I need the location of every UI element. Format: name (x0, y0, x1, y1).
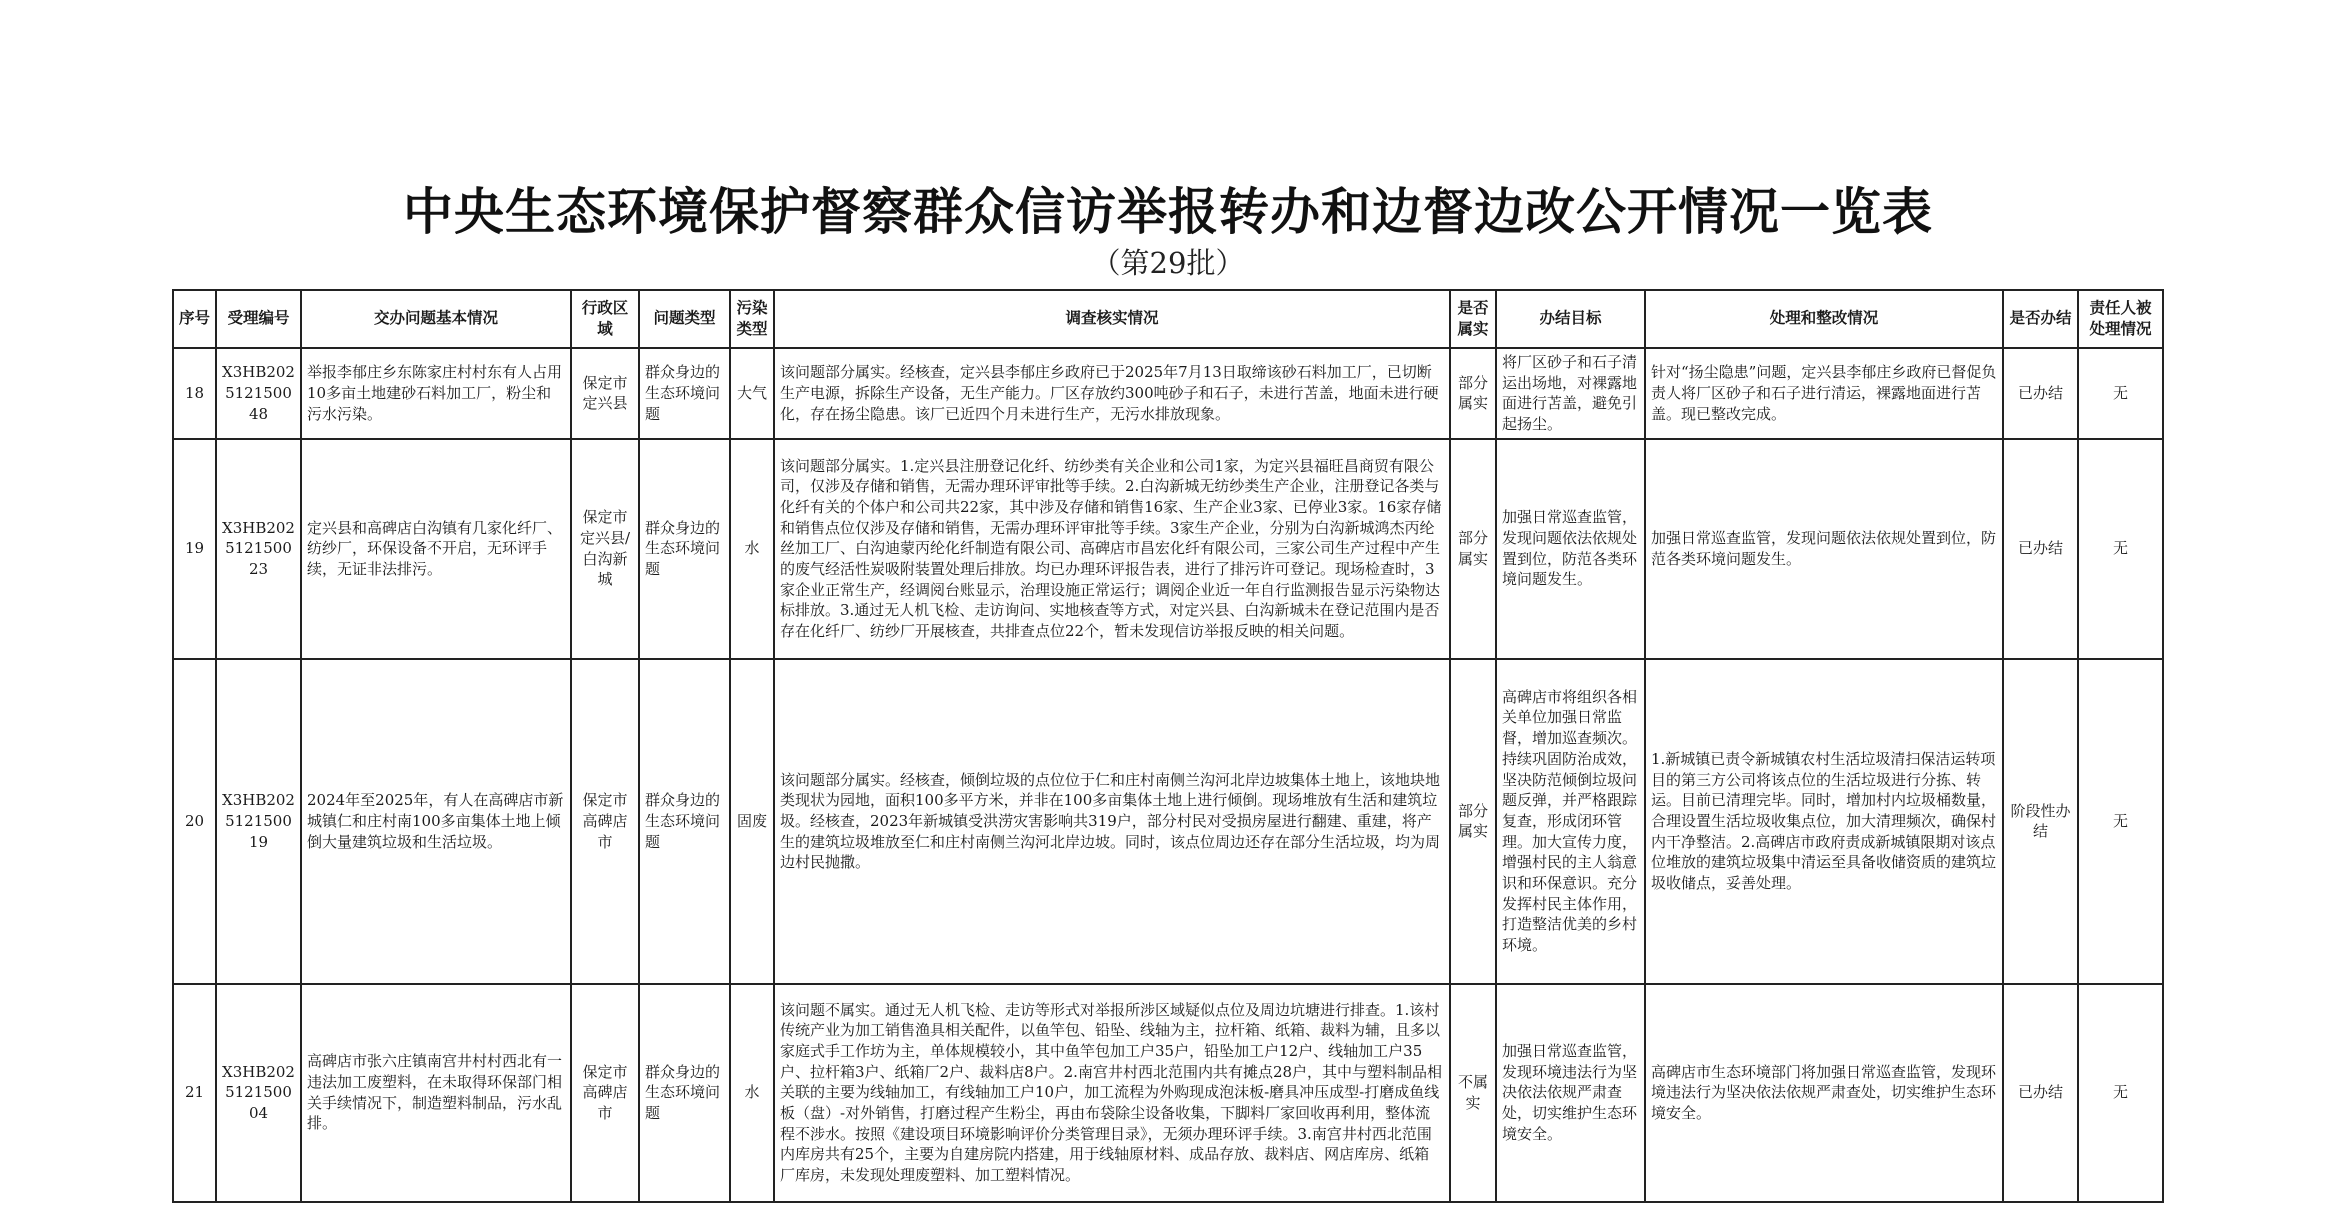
cell-verified: 不属实 (1450, 984, 1496, 1202)
cell-goal: 高碑店市将组织各相关单位加强日常监督，增加巡查频次。持续巩固防治成效，坚决防范倾倒垃圾问题反弹，并严格跟踪复查，形成闭环管理。加大宣传力度，增强村民的主人翁意识和环保意识。充分发挥村民主体作用，打造整洁优美的乡村环境。 (1496, 659, 1645, 984)
cell-region: 保定市高碑店市 (571, 984, 639, 1202)
header-accountability: 责任人被处理情况 (2078, 290, 2163, 348)
cell-type: 群众身边的生态环境问题 (639, 659, 730, 984)
cell-seq: 19 (173, 439, 216, 659)
cell-investigation: 该问题部分属实。经核查，倾倒垃圾的点位位于仁和庄村南侧兰沟河北岸边坡集体土地上，该地块地类现状为园地，面积100多平方米，并非在100多亩集体土地上进行倾倒。现场堆放有生活和建筑垃圾。经核查，2023年新城镇受洪涝灾害影响共319户，部分村民对受损房屋进行翻建、重建，将产生的建筑垃圾堆放至仁和庄村南侧兰沟河北岸边坡。同时，该点位周边还存在部分生活垃圾，均为周边村民抛撒。 (774, 659, 1450, 984)
cell-closed: 已办结 (2003, 984, 2078, 1202)
cell-goal: 加强日常巡查监管，发现问题依法依规处置到位，防范各类环境问题发生。 (1496, 439, 1645, 659)
cell-issue: 高碑店市张六庄镇南宫井村村西北有一违法加工废塑料，在未取得环保部门相关手续情况下，制造塑料制品，污水乱排。 (301, 984, 571, 1202)
cell-investigation: 该问题部分属实。经核查，定兴县李郁庄乡政府已于2025年7月13日取缔该砂石料加工厂，已切断生产电源，拆除生产设备，无生产能力。厂区存放约300吨砂子和石子，未进行苫盖，地面未进行硬化，存在扬尘隐患。该厂已近四个月未进行生产，无污水排放现象。 (774, 348, 1450, 439)
cell-pollution: 水 (730, 984, 774, 1202)
cell-region: 保定市高碑店市 (571, 659, 639, 984)
table-row (173, 439, 2163, 659)
report-table (172, 289, 2164, 1203)
cell-closed: 已办结 (2003, 439, 2078, 659)
cell-goal: 加强日常巡查监管，发现环境违法行为坚决依法依规严肃查处，切实维护生态环境安全。 (1496, 984, 1645, 1202)
cell-handling: 1.新城镇已责令新城镇农村生活垃圾清扫保洁运转项目的第三方公司将该点位的生活垃圾进行分拣、转运。目前已清理完毕。同时，增加村内垃圾桶数量，合理设置生活垃圾收集点位，加大清理频次，确保村内干净整洁。2.高碑店市政府责成新城镇限期对该点位堆放的建筑垃圾集中清运至具备收储资质的建筑垃圾收储点，妥善处理。 (1645, 659, 2003, 984)
cell-accountability: 无 (2078, 984, 2163, 1202)
cell-pollution: 水 (730, 439, 774, 659)
cell-type: 群众身边的生态环境问题 (639, 348, 730, 439)
table-row (173, 659, 2163, 984)
cell-type: 群众身边的生态环境问题 (639, 439, 730, 659)
cell-seq: 18 (173, 348, 216, 439)
header-verified: 是否属实 (1450, 290, 1496, 348)
header-pollution: 污染类型 (730, 290, 774, 348)
cell-code: X3HB202512150004 (216, 984, 301, 1202)
header-investigation: 调查核实情况 (774, 290, 1450, 348)
cell-verified: 部分属实 (1450, 348, 1496, 439)
cell-issue: 举报李郁庄乡东陈家庄村村东有人占用10多亩土地建砂石料加工厂，粉尘和污水污染。 (301, 348, 571, 439)
cell-accountability: 无 (2078, 348, 2163, 439)
header-seq: 序号 (173, 290, 216, 348)
cell-closed: 阶段性办结 (2003, 659, 2078, 984)
header-handling: 处理和整改情况 (1645, 290, 2003, 348)
header-type: 问题类型 (639, 290, 730, 348)
table-row (173, 348, 2163, 439)
cell-investigation: 该问题部分属实。1.定兴县注册登记化纤、纺纱类有关企业和公司1家，为定兴县福旺昌商贸有限公司，仅涉及存储和销售，无需办理环评审批等手续。2.白沟新城无纺纱类生产企业，注册登记各类与化纤有关的个体户和公司共22家，其中涉及存储和销售16家、生产企业3家、已停业3家。16家存储和销售点位仅涉及存储和销售，无需办理环评审批等手续。3家生产企业，分别为白沟新城鸿杰丙纶丝加工厂、白沟迪蒙丙纶化纤制造有限公司、高碑店市昌宏化纤有限公司，三家公司生产过程中产生的废气经活性炭吸附装置处理后排放。均已办理环评报告表，进行了排污许可登记。现场检查时，3家企业正常生产，经调阅台账显示，治理设施正常运行；调阅企业近一年自行监测报告显示污染物达标排放。3.通过无人机飞检、走访询问、实地核查等方式，对定兴县、白沟新城未在登记范围内是否存在化纤厂、纺纱厂开展核查，共排查点位22个，暂未发现信访举报反映的相关问题。 (774, 439, 1450, 659)
batch-subtitle: （第29批） (1091, 246, 1245, 280)
cell-investigation: 该问题不属实。通过无人机飞检、走访等形式对举报所涉区域疑似点位及周边坑塘进行排查。1.该村传统产业为加工销售渔具相关配件，以鱼竿包、铅坠、线轴为主，拉杆箱、纸箱、裁料为辅，且多以家庭式手工作坊为主，单体规模较小，其中鱼竿包加工户35户，铅坠加工户12户、线轴加工户35户、拉杆箱3户、纸箱厂2户、裁料店8户。2.南宫井村西北范围内共有摊点28户，其中与塑料制品相关联的主要为线轴加工，有线轴加工户10户，加工流程为外购现成泡沫板-磨具冲压成型-打磨成鱼线板（盘）-对外销售，打磨过程产生粉尘，再由布袋除尘设备收集，下脚料厂家回收再利用，整体流程不涉水。按照《建设项目环境影响评价分类管理目录》，无须办理环评手续。3.南宫井村西北范围内库房共有25个，主要为自建房院内搭建，用于线轴原材料、成品存放、裁料店、网店库房、纸箱厂库房，未发现处理废塑料、加工塑料情况。 (774, 984, 1450, 1202)
cell-closed: 已办结 (2003, 348, 2078, 439)
cell-region: 保定市定兴县 (571, 348, 639, 439)
cell-goal: 将厂区砂子和石子清运出场地，对裸露地面进行苫盖，避免引起扬尘。 (1496, 348, 1645, 439)
cell-pollution: 固废 (730, 659, 774, 984)
page-title: 中央生态环境保护督察群众信访举报转办和边督边改公开情况一览表 (403, 183, 1933, 241)
cell-verified: 部分属实 (1450, 659, 1496, 984)
header-code: 受理编号 (216, 290, 301, 348)
cell-type: 群众身边的生态环境问题 (639, 984, 730, 1202)
cell-handling: 针对“扬尘隐患”问题，定兴县李郁庄乡政府已督促负责人将厂区砂子和石子进行清运，裸露地面进行苫盖。现已整改完成。 (1645, 348, 2003, 439)
header-row (173, 290, 2163, 348)
cell-issue: 2024年至2025年，有人在高碑店市新城镇仁和庄村南100多亩集体土地上倾倒大量建筑垃圾和生活垃圾。 (301, 659, 571, 984)
cell-accountability: 无 (2078, 659, 2163, 984)
cell-issue: 定兴县和高碑店白沟镇有几家化纤厂、纺纱厂，环保设备不开启，无环评手续，无证非法排污。 (301, 439, 571, 659)
header-region: 行政区域 (571, 290, 639, 348)
cell-handling: 加强日常巡查监管，发现问题依法依规处置到位，防范各类环境问题发生。 (1645, 439, 2003, 659)
cell-handling: 高碑店市生态环境部门将加强日常巡查监管，发现环境违法行为坚决依法依规严肃查处，切实维护生态环境安全。 (1645, 984, 2003, 1202)
cell-seq: 21 (173, 984, 216, 1202)
cell-accountability: 无 (2078, 439, 2163, 659)
cell-pollution: 大气 (730, 348, 774, 439)
cell-verified: 部分属实 (1450, 439, 1496, 659)
header-issue: 交办问题基本情况 (301, 290, 571, 348)
table-row (173, 984, 2163, 1202)
cell-region: 保定市定兴县/白沟新城 (571, 439, 639, 659)
cell-seq: 20 (173, 659, 216, 984)
cell-code: X3HB202512150019 (216, 659, 301, 984)
header-goal: 办结目标 (1496, 290, 1645, 348)
header-closed: 是否办结 (2003, 290, 2078, 348)
cell-code: X3HB202512150023 (216, 439, 301, 659)
cell-code: X3HB202512150048 (216, 348, 301, 439)
